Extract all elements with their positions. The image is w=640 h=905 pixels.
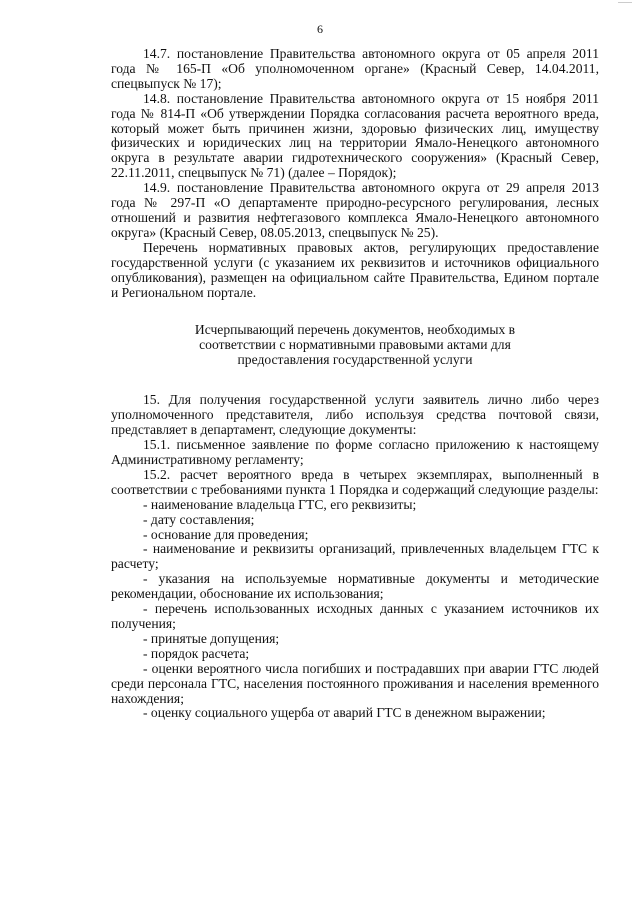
list-item: - основание для проведения; — [143, 526, 309, 542]
paragraph-15: 15. Для получения государственной услуги заявитель лично либо через уполномоченного представителя, либо используя средства почтовой связи, представляет в департамент, следующие документы: — [111, 392, 599, 438]
document-body — [111, 47, 599, 721]
section-heading — [111, 322, 599, 367]
list-item: - наименование владельца ГТС, его реквизиты; — [143, 496, 417, 512]
paragraph-14-9: 14.9. постановление Правительства автономного округа от 29 апреля 2013 года № 297-П «О департаменте природно-ресурсного регулирования, лесных отношений и развития нефтегазового комплекса Ямало-Ненецкого автономного округа» (Красный Север, 08.05.2013, спецвыпуск № 25). — [111, 180, 599, 240]
list-item: - принятые допущения; — [143, 630, 280, 646]
paragraph-14-8: 14.8. постановление Правительства автономного округа от 15 ноября 2011 года № 814-П «Об утверждении Порядка согласования расчета вероятного вреда, который может быть причинен жизни, здоровью физических лиц, имуществу физических и юридических лиц на территории Ямало-Ненецкого автономного округа в результате аварии гидротехнического сооружения» (Красный Север, 22.11.2011, спецвыпуск № 71) (далее – Порядок); — [111, 90, 599, 181]
list-item: - перечень использованных исходных данных с указанием источников их получения; — [111, 601, 599, 631]
page-number: 6 — [317, 22, 323, 36]
list-item: - оценки вероятного числа погибших и пострадавших при аварии ГТС людей среди персонала ГТС, населения постоянного проживания и населения временного нахождения; — [111, 660, 599, 706]
paragraph-legal-acts-list: Перечень нормативных правовых актов, регулирующих предоставление государственной услуги (с указанием их реквизитов и источников официального опубликования), размещен на официальном сайте Правительства, Едином портале и Региональном портале. — [111, 239, 599, 300]
list-item: - дату составления; — [143, 511, 255, 527]
paragraph-15-2: 15.2. расчет вероятного вреда в четырех экземплярах, выполненный в соответствии с требованиями пункта 1 Порядка и содержащий следующие разделы: — [111, 466, 599, 497]
section-heading-line: соответствии с нормативными правовыми актами для — [199, 337, 511, 353]
scan-mark — [618, 2, 632, 6]
section-heading-line: предоставления государственной услуги — [237, 352, 473, 368]
paragraph-15-1: 15.1. письменное заявление по форме согласно приложению к настоящему Административному регламенту; — [111, 437, 599, 468]
section-heading-line: Исчерпывающий перечень документов, необходимых в — [194, 322, 516, 338]
paragraph-14-7: 14.7. постановление Правительства автономного округа от 05 апреля 2011 года № 165-П «Об уполномоченном органе» (Красный Север, 14.04.2011, спецвыпуск № 17); — [111, 46, 599, 91]
list-item: - оценку социального ущерба от аварий ГТС в денежном выражении; — [143, 705, 546, 721]
list-item: - порядок расчета; — [143, 645, 250, 661]
list-item: - наименование и реквизиты организаций, привлеченных владельцем ГТС к расчету; — [111, 541, 599, 572]
list-item: - указания на используемые нормативные документы и методические рекомендации, обоснование их использования; — [111, 571, 599, 602]
